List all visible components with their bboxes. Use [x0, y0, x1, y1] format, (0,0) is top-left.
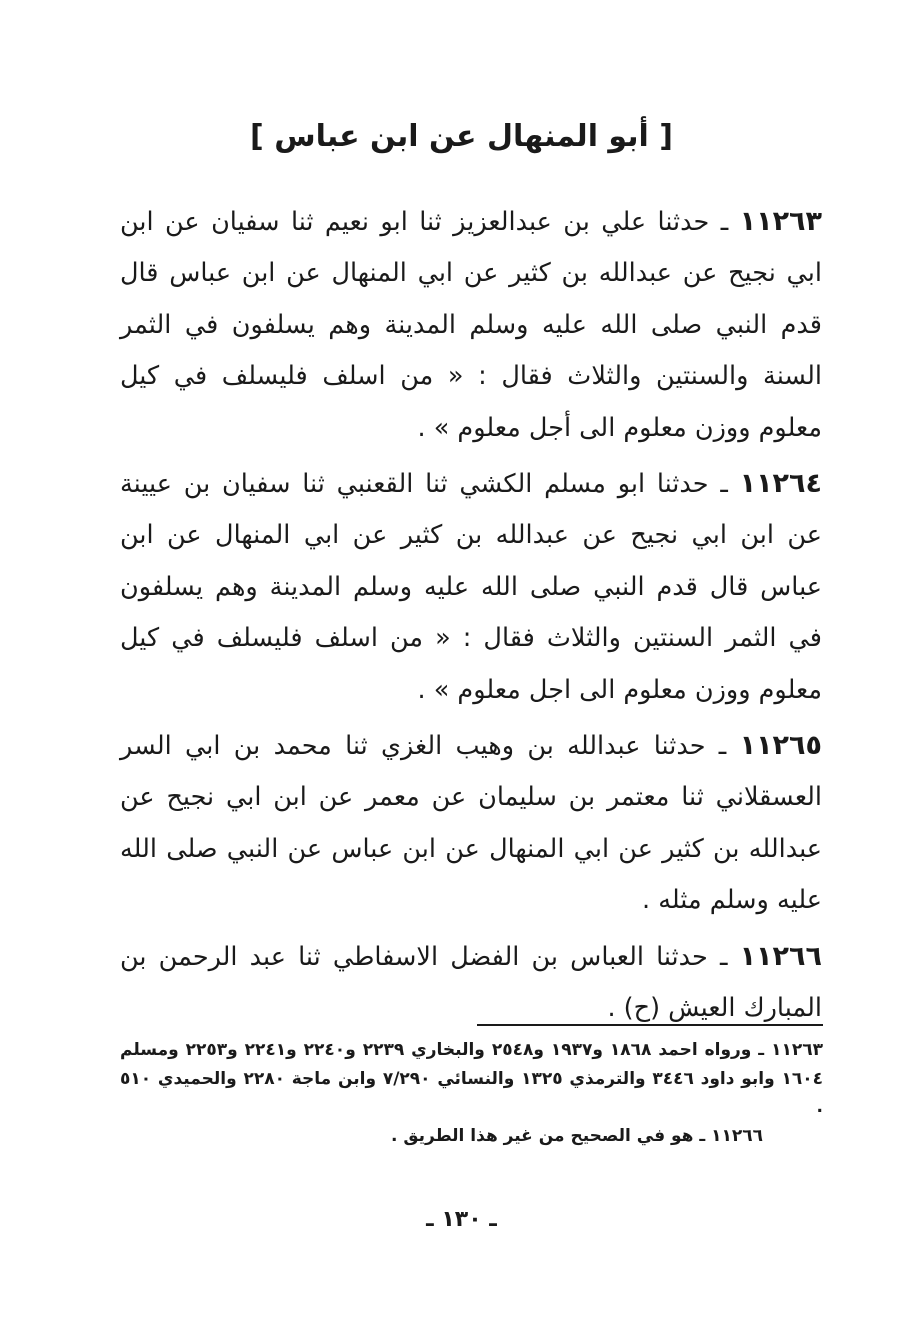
- hadith-text: ـ حدثنا علي بن عبدالعزيز ثنا ابو نعيم ثنا سفيان عن ابن ابي نجيح عن عبدالله بن كثير عن ابي المنهال عن ابن عباس قال قدم النبي صلى الله عليه وسلم المدينة وهم يسلفون في الثمر السنة والسنتين والثلاث فقال : « من اسلف فليسلف في كيل معلوم ووزن معلوم الى أجل معلوم » .: [120, 207, 822, 443]
- hadith-number: ١١٢٦٥: [739, 730, 822, 762]
- hadith-text: ـ حدثنا عبدالله بن وهيب الغزي ثنا محمد بن ابي السر العسقلاني ثنا معتمر بن سليمان عن معمر عن ابن ابي نجيح عن عبدالله بن كثير عن ابي المنهال عن ابن عباس عن النبي صلى الله عليه وسلم مثله .: [120, 731, 822, 916]
- hadith-entry: [120, 720, 822, 927]
- hadith-list: [120, 196, 822, 1039]
- hadith-text: ـ حدثنا ابو مسلم الكشي ثنا القعنبي ثنا سفيان بن عيينة عن ابن ابي نجيح عن عبدالله بن كثير عن ابي المنهال عن ابن عباس قال قدم النبي صلى الله عليه وسلم المدينة وهم يسلفون في الثمر السنتين والثلاث فقال : « من اسلف فليسلف في كيل معلوم ووزن معلوم الى اجل معلوم » .: [120, 469, 822, 705]
- footnote-divider: [477, 1024, 823, 1026]
- footnote: ١١٢٦٦ ـ هو في الصحيح من غير هذا الطريق .: [390, 1125, 763, 1146]
- footnotes: [120, 1036, 823, 1150]
- page-number: ـ ١٣٠ ـ: [426, 1207, 497, 1232]
- hadith-entry: [120, 196, 822, 454]
- hadith-number: ١١٢٦٦: [739, 940, 822, 972]
- hadith-entry: [120, 931, 822, 1035]
- hadith-number: ١١٢٦٣: [739, 206, 823, 237]
- hadith-entry: [120, 458, 822, 716]
- section-heading: [ أبو المنهال عن ابن عباس ]: [250, 119, 673, 154]
- footnote: ١١٢٦٣ ـ ورواه احمد ١٨٦٨ و١٩٣٧ و٢٥٤٨ والبخاري ٢٢٣٩ و٢٢٤٠ و٢٢٤١ و٢٢٥٣ ومسلم ١٦٠٤ وابو داود ٣٤٤٦ والترمذي ١٣٢٥ والنسائي ٧/٢٩٠ وابن ماجة ٢٢٨٠ والحميدي ٥١٠ .: [120, 1040, 823, 1117]
- hadith-text: ـ حدثنا العباس بن الفضل الاسفاطي ثنا عبد الرحمن بن المبارك العيش (ح) .: [120, 941, 822, 1024]
- hadith-number: ١١٢٦٤: [739, 468, 822, 500]
